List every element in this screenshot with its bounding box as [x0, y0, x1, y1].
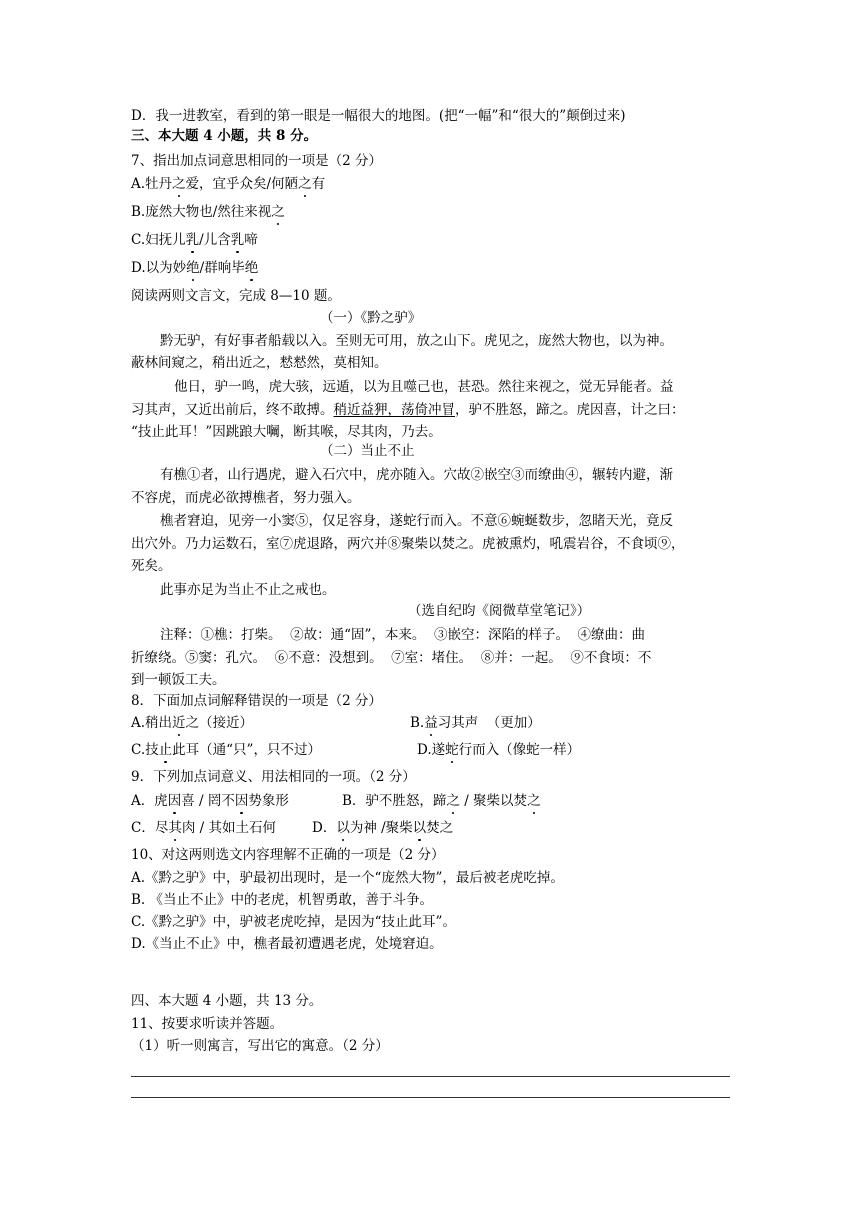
q10-stem: 10、对这两则选文内容理解不正确的一项是（2 分） — [131, 847, 445, 863]
emphasis-dot-word: 之 — [172, 176, 186, 192]
answer-line[interactable] — [131, 1097, 730, 1098]
text1-title: （一）《黔之驴》 — [320, 310, 422, 326]
text1-paragraph: 习其声，又近出前后，终不敢搏。稍近益狎，荡倚冲冒，驴不胜怒，蹄之。虎因喜，计之曰： — [131, 402, 685, 418]
q7-stem: 7、指出加点词意思相同的一项是（2 分） — [131, 153, 382, 169]
emphasis-dot-word: 之 — [298, 176, 312, 192]
q8-option-a: A.稍出近之（接近） — [131, 715, 254, 731]
text2-paragraph: 樵者窘迫，见旁一小窦⑤，仅足容身，遂蛇行而入。不意⑥蜿蜒数步，忽睹天光，竟反 — [160, 513, 673, 529]
text1-paragraph: 蔽林间窥之，稍出近之，慭慭然，莫相知。 — [131, 355, 388, 371]
emphasis-dot-word: 之 — [527, 793, 541, 809]
section-4-heading: 四、本大题 4 小题，共 13 分。 — [131, 993, 323, 1009]
q9-option-c: C．尽其肉 / 其如土石何 — [131, 820, 276, 836]
q9-option-d: D．以为神 /聚柴以焚之 — [312, 820, 454, 836]
q8-option-b: B.益习其声 （更加） — [410, 715, 541, 731]
q9-stem: 9．下列加点词意义、用法相同的一项。（2 分） — [131, 769, 416, 785]
q9-options-ab: A．虎因喜 / 罔不因势象形 — [131, 793, 289, 809]
text2-paragraph: 出穴外。乃力运数石，室⑦虎退路，两穴并⑧聚柴以焚之。虎被熏灼，吼震岩谷，不食顷⑨， — [131, 536, 685, 552]
emphasis-dot-word: 绝 — [244, 260, 259, 276]
emphasis-dot-word: 之 — [271, 204, 285, 220]
text2-notes: 折缭绕。⑤窦：孔穴。 ⑥不意：没想到。 ⑦室：堵住。 ⑧并：一起。 ⑨不食顷：不 — [131, 650, 652, 666]
text2-paragraph: 此事亦足为当止不止之戒也。 — [160, 582, 336, 598]
emphasis-dot-word: 以 — [336, 820, 350, 836]
q10-option-b: B. 《当止不止》中的老虎，机智勇敢，善于斗争。 — [131, 892, 434, 908]
text2-paragraph: 不容虎，而虎必欲搏樵者，努力强入。 — [131, 490, 361, 506]
text2-paragraph: 有樵①者，山行遇虎，避入石穴中，虎亦随入。穴故②嵌空③而缭曲④，辗转内避，渐 — [160, 467, 673, 483]
text2-notes: 注释：①樵：打柴。 ②故：通“固”，本来。 ③嵌空：深陷的样子。 ④缭曲：曲 — [160, 627, 646, 643]
q10-option-d: D.《当止不止》中，樵者最初遭遇老虎，处境窘迫。 — [131, 936, 443, 952]
q7-option-d: D.以为妙绝/群响毕绝 — [131, 260, 259, 276]
emphasis-dot-word: 之 — [446, 793, 460, 809]
q7-option-c: C.妇抚儿乳/儿含乳啼 — [131, 232, 258, 248]
q8-stem: 8．下面加点词解释错误的一项是（2 分） — [131, 693, 382, 709]
answer-line[interactable] — [131, 1076, 730, 1077]
emphasis-dot-word: 乳 — [185, 232, 200, 248]
q6-option-d: D．我一进教室，看到的第一眼是一幅很大的地图。(把“一幅”和“很大的”颠倒过来) — [131, 108, 626, 124]
emphasis-dot-word: 绝 — [186, 260, 200, 276]
reading-intro: 阅读两则文言文，完成 8—10 题。 — [131, 288, 341, 304]
emphasis-dot-word: 其 — [168, 820, 182, 836]
emphasis-dot-word: 蛇 — [445, 742, 459, 758]
emphasis-dot-word: 乳 — [230, 232, 245, 248]
text2-title: （二）当止不止 — [320, 443, 415, 459]
emphasis-dot-word: 因 — [167, 793, 182, 809]
underlined-sentence: 稍近益狎，荡倚冲冒 — [333, 402, 455, 418]
q8-option-d: D.遂蛇行而入（像蛇一样） — [417, 742, 581, 758]
q7-option-a: A.牡丹之爱，宜乎众矣/何陋之有 — [131, 176, 326, 192]
q7-option-b: B.庞然大物也/然往来视之 — [131, 204, 285, 220]
text1-paragraph: “技止此耳！”因跳踉大㘎，断其喉，尽其肉，乃去。 — [131, 424, 442, 440]
q11-part1: （1）听一则寓言，写出它的寓意。（2 分） — [131, 1038, 389, 1054]
emphasis-dot-word: 以 — [412, 820, 427, 836]
text2-source: （选自纪昀《阅微草堂笔记》） — [408, 603, 591, 619]
emphasis-dot-word: 近 — [172, 715, 186, 731]
emphasis-dot-word: 止 — [158, 742, 173, 758]
text1-paragraph: 黔无驴，有好事者船载以入。至则无可用，放之山下。虎见之，庞然大物也，以为神。 — [160, 333, 673, 349]
q10-option-a: A.《黔之驴》中，驴最初出现时，是一个“庞然大物”，最后被老虎吃掉。 — [131, 870, 564, 886]
q11-stem: 11、按要求听读并答题。 — [131, 1016, 284, 1032]
text2-notes: 到一顿饭工夫。 — [131, 672, 226, 688]
section-3-heading: 三、本大题 4 小题，共 8 分。 — [131, 128, 318, 144]
text1-paragraph: 他日，驴一鸣，虎大骇，远遁，以为且噬己也，甚恐。然往来视之，觉无异能者。益 — [174, 379, 674, 395]
q10-option-c: C.《黔之驴》中，驴被老虎吃掉，是因为“技止此耳”。 — [131, 914, 456, 930]
emphasis-dot-word: 益 — [424, 715, 438, 731]
q9-option-b: B．驴不胜怒，蹄之 / 聚柴以焚之 — [342, 793, 541, 809]
q8-option-c: C.技止此耳（通“只”，只不过） — [131, 742, 321, 758]
emphasis-dot-word: 因 — [234, 793, 249, 809]
text2-paragraph: 死矣。 — [131, 558, 172, 574]
